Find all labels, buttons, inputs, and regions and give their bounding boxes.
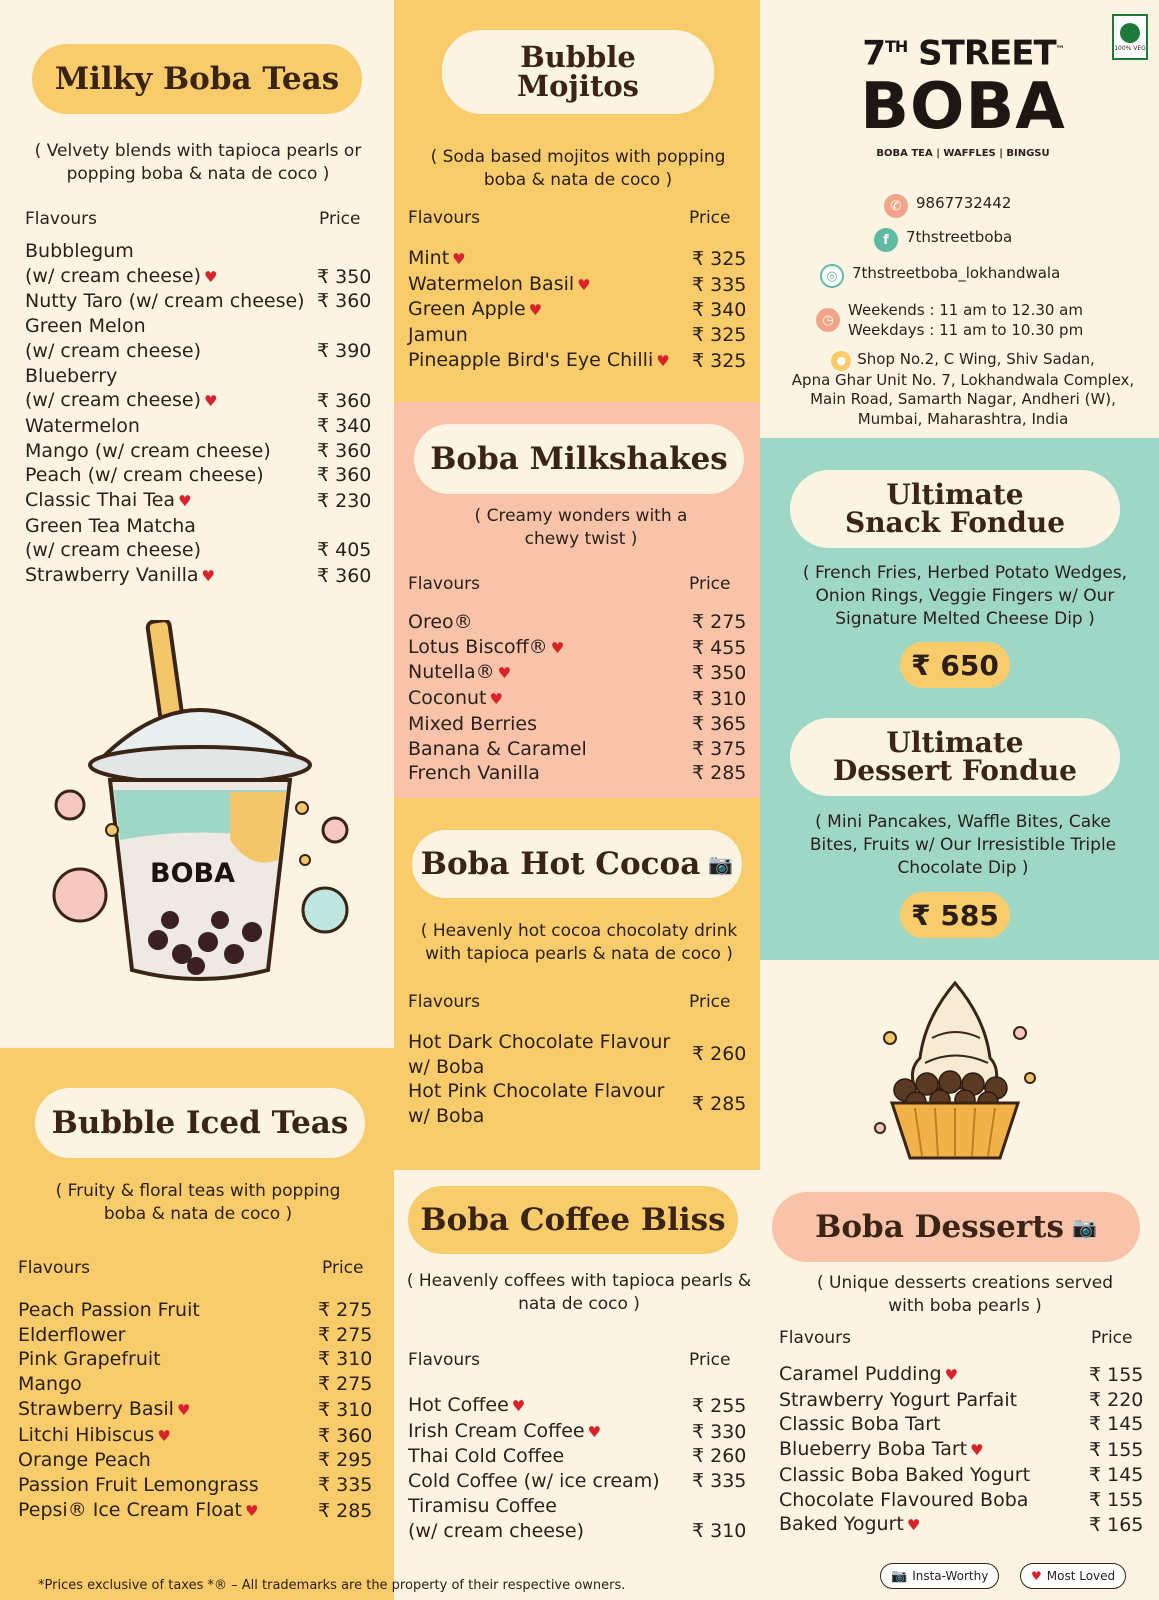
iced-title: Bubble Iced Teas xyxy=(35,1088,365,1158)
cocoa-list xyxy=(408,1030,750,1129)
item-name: Blueberry Boba Tart ♥ xyxy=(779,1438,984,1461)
legend-insta-worthy: 📷 Insta-Worthy xyxy=(880,1563,999,1589)
cocoa-title-text: Boba Hot Cocoa xyxy=(420,845,701,882)
milky-title: Milky Boba Teas xyxy=(32,44,362,114)
item-name: Nutty Taro (w/ cream cheese) xyxy=(25,290,305,313)
desserts-title-text: Boba Desserts xyxy=(815,1208,1064,1245)
item-name: Mint ♥ xyxy=(408,247,466,269)
item-price: ₹ 155 xyxy=(1089,1488,1144,1511)
item-name: Passion Fruit Lemongrass xyxy=(18,1473,259,1496)
desserts-desc: ( Unique desserts creations served with boba pearls ) xyxy=(816,1273,1114,1316)
item-name: Orange Peach xyxy=(18,1449,151,1472)
item-price: ₹ 275 xyxy=(318,1323,373,1346)
mojito-title xyxy=(442,30,714,114)
phone-icon: ✆ xyxy=(884,194,908,218)
menu-item xyxy=(18,1397,376,1423)
brand-line2: BOBA xyxy=(860,70,1066,145)
item-name: Irish Cream Coffee ♥ xyxy=(408,1419,602,1442)
menu-item xyxy=(18,1423,376,1449)
item-name: Classic Boba Baked Yogurt xyxy=(779,1463,1031,1486)
phone-text: 9867732442 xyxy=(916,194,1012,212)
milky-flavours-header: Flavours xyxy=(25,209,98,229)
item-name: Pepsi® Ice Cream Float ♥ xyxy=(18,1498,259,1521)
item-price: ₹ 335 xyxy=(692,1470,747,1493)
item-price: ₹ 335 xyxy=(318,1473,373,1496)
instagram-icon: ◎ xyxy=(820,264,844,288)
item-name-line1: Hot Pink Chocolate Flavour xyxy=(408,1080,665,1103)
item-price: ₹ 340 xyxy=(317,414,372,437)
heart-icon: ♥ xyxy=(970,1441,984,1460)
item-price: ₹ 285 xyxy=(692,1092,747,1115)
item-name: Litchi Hibiscus ♥ xyxy=(18,1423,171,1446)
coffee-list xyxy=(408,1393,750,1543)
snack-desc: ( French Fries, Herbed Potato Wedges, Onion Rings, Veggie Fingers w/ Our Signature Melted Cheese Dip ) xyxy=(802,563,1128,629)
menu-item xyxy=(408,246,750,272)
snack-title-line1: Ultimate xyxy=(886,478,1024,511)
item-name: Caramel Pudding ♥ xyxy=(779,1363,959,1385)
snack-price: ₹ 650 xyxy=(900,642,1010,688)
item-name: Blueberry xyxy=(25,364,118,387)
heart-icon: ♥ xyxy=(203,267,218,286)
location-pin-icon: ● xyxy=(831,351,851,371)
item-price: ₹ 275 xyxy=(318,1373,373,1396)
item-price: ₹ 295 xyxy=(318,1449,373,1472)
menu-item xyxy=(779,1463,1147,1488)
item-price: ₹ 350 xyxy=(692,662,747,685)
veg-label: 100% VEG xyxy=(1114,44,1146,52)
item-price: ₹ 325 xyxy=(692,324,747,347)
veg-dot-icon xyxy=(1120,23,1140,43)
menu-item xyxy=(18,1473,376,1498)
hours-weekdays: Weekdays : 11 am to 10.30 pm xyxy=(848,321,1084,339)
item-price: ₹ 155 xyxy=(1089,1364,1144,1386)
brand-line1: 7TH STREET™ xyxy=(862,33,1064,74)
item-name: (w/ cream cheese) ♥ xyxy=(25,389,218,412)
boba-cup-label: BOBA xyxy=(150,858,236,889)
item-name: Green Apple ♥ xyxy=(408,298,543,321)
menu-item xyxy=(408,761,750,786)
item-name: French Vanilla xyxy=(408,762,540,785)
item-price: ₹ 360 xyxy=(317,464,372,487)
desserts-title xyxy=(772,1192,1140,1262)
menu-item xyxy=(25,239,375,264)
item-name: Jamun xyxy=(408,324,468,347)
menu-item xyxy=(408,712,750,737)
menu-item xyxy=(779,1412,1147,1437)
item-price: ₹ 260 xyxy=(692,1043,747,1066)
item-price: ₹ 325 xyxy=(692,349,747,372)
dessert-fondue-title-line1: Ultimate xyxy=(886,726,1024,759)
contact-hours xyxy=(816,300,1083,340)
item-name: Peach (w/ cream cheese) xyxy=(25,464,264,487)
item-price: ₹ 260 xyxy=(692,1445,747,1468)
menu-item xyxy=(408,348,750,374)
item-price: ₹ 285 xyxy=(318,1499,373,1522)
footer-note: *Prices exclusive of taxes *® – All trademarks are the property of their respective owners. xyxy=(38,1578,626,1593)
item-name: Green Tea Matcha xyxy=(25,514,196,537)
heart-icon: ♥ xyxy=(906,1516,921,1535)
snack-title xyxy=(790,470,1120,548)
menu-item xyxy=(25,463,375,488)
milkshake-price-header: Price xyxy=(689,574,731,594)
item-price: ₹ 145 xyxy=(1089,1463,1144,1486)
camera-icon: 📷 xyxy=(708,852,734,876)
item-name: Thai Cold Coffee xyxy=(408,1445,565,1468)
item-name: Green Melon xyxy=(25,315,146,338)
menu-item xyxy=(779,1388,1147,1413)
item-name: Bubblegum xyxy=(25,240,134,262)
menu-item xyxy=(779,1362,1147,1388)
instagram-text: 7thstreetboba_lokhandwala xyxy=(852,264,1061,282)
menu-item xyxy=(18,1347,376,1372)
menu-item xyxy=(408,1444,750,1469)
item-name: Coconut ♥ xyxy=(408,687,503,710)
cupcake-illustration xyxy=(870,978,1040,1168)
item-name: Tiramisu Coffee xyxy=(408,1494,557,1517)
heart-icon: ♥ xyxy=(944,1366,959,1384)
facebook-text: 7thstreetboba xyxy=(906,228,1013,246)
menu-item xyxy=(408,1079,750,1128)
item-name: Nutella® ♥ xyxy=(408,661,512,684)
milkshake-flavours-header: Flavours xyxy=(408,574,481,594)
iced-flavours-header: Flavours xyxy=(18,1258,91,1278)
item-name: Chocolate Flavoured Boba xyxy=(779,1488,1029,1511)
mojito-title-line2: Mojitos xyxy=(516,69,640,103)
cocoa-desc: ( Heavenly hot cocoa chocolaty drink with tapioca pearls & nata de coco ) xyxy=(420,921,738,964)
item-price: ₹ 155 xyxy=(1089,1439,1144,1462)
item-name: Strawberry Basil ♥ xyxy=(18,1397,191,1420)
milky-price-header: Price xyxy=(319,209,361,229)
item-price: ₹ 360 xyxy=(318,1424,373,1447)
brand-logo xyxy=(848,28,1078,145)
menu-item xyxy=(25,264,375,290)
heart-icon: ♥ xyxy=(489,690,503,709)
item-price: ₹ 360 xyxy=(317,390,372,413)
menu-item xyxy=(18,1448,376,1473)
menu-item xyxy=(779,1488,1147,1513)
camera-icon: 📷 xyxy=(1071,1215,1097,1239)
iced-price-header: Price xyxy=(322,1258,364,1278)
milkshake-list xyxy=(408,610,750,786)
menu-item xyxy=(25,488,375,514)
item-name: Baked Yogurt ♥ xyxy=(779,1513,921,1536)
item-name: Peach Passion Fruit xyxy=(18,1299,200,1321)
heart-icon: ♥ xyxy=(176,1400,191,1419)
menu-item xyxy=(25,439,375,464)
item-price: ₹ 455 xyxy=(692,636,747,659)
hours-weekends: Weekends : 11 am to 12.30 am xyxy=(848,301,1083,319)
item-price: ₹ 360 xyxy=(317,439,372,462)
veg-badge xyxy=(1112,14,1148,60)
milky-list xyxy=(25,239,375,589)
heart-icon: ♥ xyxy=(245,1501,259,1520)
coffee-price-header: Price xyxy=(689,1350,731,1370)
menu-item xyxy=(408,1419,750,1445)
dessert-fondue-title xyxy=(790,718,1120,796)
menu-item xyxy=(408,1469,750,1494)
address-line3: Main Road, Samarth Nagar, Andheri (W), xyxy=(810,390,1116,409)
item-name-line1: Hot Dark Chocolate Flavour xyxy=(408,1031,671,1053)
item-name: Oreo® xyxy=(408,611,473,633)
item-name: Mixed Berries xyxy=(408,712,538,735)
item-name: (w/ cream cheese) xyxy=(25,539,201,562)
item-name: Mango xyxy=(18,1373,82,1396)
address-line1: ● Shop No.2, C Wing, Shiv Sadan, xyxy=(776,350,1150,371)
menu-item xyxy=(408,1494,750,1519)
menu-item xyxy=(408,635,750,661)
item-price: ₹ 165 xyxy=(1089,1514,1144,1537)
item-price: ₹ 310 xyxy=(692,1519,747,1542)
contact-address xyxy=(776,350,1150,429)
heart-icon: ♥ xyxy=(511,1397,526,1415)
item-price: ₹ 310 xyxy=(318,1398,373,1421)
menu-item xyxy=(408,297,750,323)
mojito-flavours-header: Flavours xyxy=(408,208,481,228)
milky-desc: ( Velvety blends with tapioca pearls or popping boba & nata de coco ) xyxy=(34,141,362,184)
cocoa-flavours-header: Flavours xyxy=(408,992,481,1012)
item-name: Lotus Biscoff® ♥ xyxy=(408,635,565,658)
item-name: Mango (w/ cream cheese) xyxy=(25,439,271,462)
item-name xyxy=(408,1030,692,1079)
menu-item xyxy=(25,388,375,414)
contact-instagram[interactable] xyxy=(820,264,1060,288)
menu-item xyxy=(25,563,375,589)
coffee-flavours-header: Flavours xyxy=(408,1350,481,1370)
item-price: ₹ 390 xyxy=(317,339,372,362)
clock-icon: ◷ xyxy=(816,308,840,332)
milkshake-title: Boba Milkshakes xyxy=(414,424,744,494)
desserts-list xyxy=(779,1362,1147,1538)
item-name: Pineapple Bird's Eye Chilli ♥ xyxy=(408,348,670,371)
item-name: Cold Coffee (w/ ice cream) xyxy=(408,1470,660,1493)
item-price: ₹ 220 xyxy=(1089,1388,1144,1411)
menu-item xyxy=(18,1498,376,1524)
legend-most-loved: ♥ Most Loved xyxy=(1020,1563,1126,1589)
menu-item xyxy=(408,272,750,298)
dessert-fondue-desc: ( Mini Pancakes, Waffle Bites, Cake Bites, Fruits w/ Our Irresistible Triple Chocolate Dip ) xyxy=(809,812,1117,878)
item-price: ₹ 360 xyxy=(317,290,372,313)
menu-item xyxy=(408,1393,750,1419)
mojito-title-line1: Bubble xyxy=(520,40,636,74)
coffee-title: Boba Coffee Bliss xyxy=(408,1186,738,1254)
cocoa-title xyxy=(412,830,742,898)
heart-icon: ♥ xyxy=(157,1426,171,1445)
heart-icon: ♥ xyxy=(178,492,192,511)
heart-icon: ♥ xyxy=(452,250,466,268)
menu-item xyxy=(18,1372,376,1397)
menu-item xyxy=(25,314,375,339)
contact-phone[interactable] xyxy=(884,194,1011,218)
item-price: ₹ 310 xyxy=(692,688,747,711)
item-name: (w/ cream cheese) ♥ xyxy=(25,264,218,287)
item-price: ₹ 325 xyxy=(692,248,747,270)
milkshake-desc: ( Creamy wonders with a chewy twist ) xyxy=(474,506,688,549)
heart-icon: ♥ xyxy=(577,275,591,294)
mojito-price-header: Price xyxy=(689,208,731,228)
boba-tart-icon xyxy=(870,978,1040,1168)
heart-icon: ♥ xyxy=(528,301,543,320)
item-price: ₹ 365 xyxy=(692,712,747,735)
snack-title-line2: Snack Fondue xyxy=(844,506,1066,539)
item-name: Classic Boba Tart xyxy=(779,1413,941,1436)
item-price: ₹ 310 xyxy=(318,1348,373,1371)
boba-cup-illustration xyxy=(40,620,360,1010)
item-name: Classic Thai Tea ♥ xyxy=(25,489,192,512)
item-name xyxy=(408,1079,692,1128)
mojito-desc: ( Soda based mojitos with popping boba & nata de coco ) xyxy=(430,147,726,190)
item-name-line2: w/ Boba xyxy=(408,1105,485,1128)
item-price: ₹ 255 xyxy=(692,1395,747,1417)
boba-cup-icon xyxy=(40,620,360,1010)
heart-icon: ♥ xyxy=(656,351,670,370)
menu-item xyxy=(25,289,375,314)
item-name: (w/ cream cheese) xyxy=(25,339,201,362)
menu-item xyxy=(408,323,750,348)
item-name-line2: w/ Boba xyxy=(408,1055,485,1078)
dessert-fondue-price: ₹ 585 xyxy=(900,892,1010,938)
item-price: ₹ 285 xyxy=(692,762,747,785)
item-name: Hot Coffee ♥ xyxy=(408,1394,526,1416)
menu-item xyxy=(408,660,750,686)
cocoa-price-header: Price xyxy=(689,992,731,1012)
menu-item xyxy=(25,538,375,563)
brand-tagline: BOBA TEA | WAFFLES | BINGSU xyxy=(876,148,1050,159)
menu-item xyxy=(18,1323,376,1348)
item-price: ₹ 275 xyxy=(318,1299,373,1321)
menu-item xyxy=(408,1030,750,1079)
item-price: ₹ 360 xyxy=(317,565,372,588)
item-name: Strawberry Vanilla ♥ xyxy=(25,564,215,587)
menu-item xyxy=(779,1437,1147,1463)
desserts-price-header: Price xyxy=(1091,1328,1133,1348)
heart-icon: ♥ xyxy=(203,392,218,411)
item-name: Banana & Caramel xyxy=(408,737,587,760)
menu-item xyxy=(25,514,375,539)
heart-icon: ♥ xyxy=(201,567,215,586)
contact-facebook[interactable] xyxy=(874,228,1012,252)
camera-icon: 📷 xyxy=(891,1568,908,1584)
menu-item xyxy=(25,364,375,389)
dessert-fondue-title-line2: Dessert Fondue xyxy=(832,754,1077,787)
desserts-flavours-header: Flavours xyxy=(779,1328,852,1348)
iced-desc: ( Fruity & floral teas with popping boba & nata de coco ) xyxy=(55,1181,341,1224)
menu-item xyxy=(18,1298,376,1323)
menu-item xyxy=(408,686,750,712)
menu-item xyxy=(779,1512,1147,1538)
heart-icon: ♥ xyxy=(550,638,565,657)
item-price: ₹ 145 xyxy=(1089,1413,1144,1436)
item-name: Strawberry Yogurt Parfait xyxy=(779,1388,1018,1411)
item-price: ₹ 230 xyxy=(317,490,372,513)
facebook-icon: f xyxy=(874,228,898,252)
menu-item xyxy=(25,414,375,439)
item-name: Watermelon Basil ♥ xyxy=(408,272,591,295)
address-line4: Mumbai, Maharashtra, India xyxy=(857,409,1069,428)
item-name: Watermelon xyxy=(25,414,140,437)
menu-item xyxy=(25,339,375,364)
item-name: (w/ cream cheese) xyxy=(408,1519,584,1542)
item-price: ₹ 335 xyxy=(692,273,747,296)
item-name: Elderflower xyxy=(18,1323,126,1346)
menu-item xyxy=(408,1519,750,1544)
heart-icon: ♥ xyxy=(587,1422,602,1441)
item-price: ₹ 340 xyxy=(692,299,747,322)
menu-item xyxy=(408,610,750,635)
heart-icon: ♥ xyxy=(497,664,512,683)
coffee-desc: ( Heavenly coffees with tapioca pearls & nata de coco ) xyxy=(406,1271,752,1314)
heart-icon: ♥ xyxy=(1031,1569,1042,1583)
item-price: ₹ 375 xyxy=(692,737,747,760)
item-name: Pink Grapefruit xyxy=(18,1348,161,1371)
mojito-list xyxy=(408,246,750,374)
address-line2: Apna Ghar Unit No. 7, Lokhandwala Complex, xyxy=(791,370,1135,389)
item-price: ₹ 350 xyxy=(317,265,372,288)
item-price: ₹ 405 xyxy=(317,539,372,562)
menu-item xyxy=(408,737,750,762)
item-price: ₹ 275 xyxy=(692,611,747,633)
item-price: ₹ 330 xyxy=(692,1420,747,1443)
iced-list xyxy=(18,1298,376,1523)
